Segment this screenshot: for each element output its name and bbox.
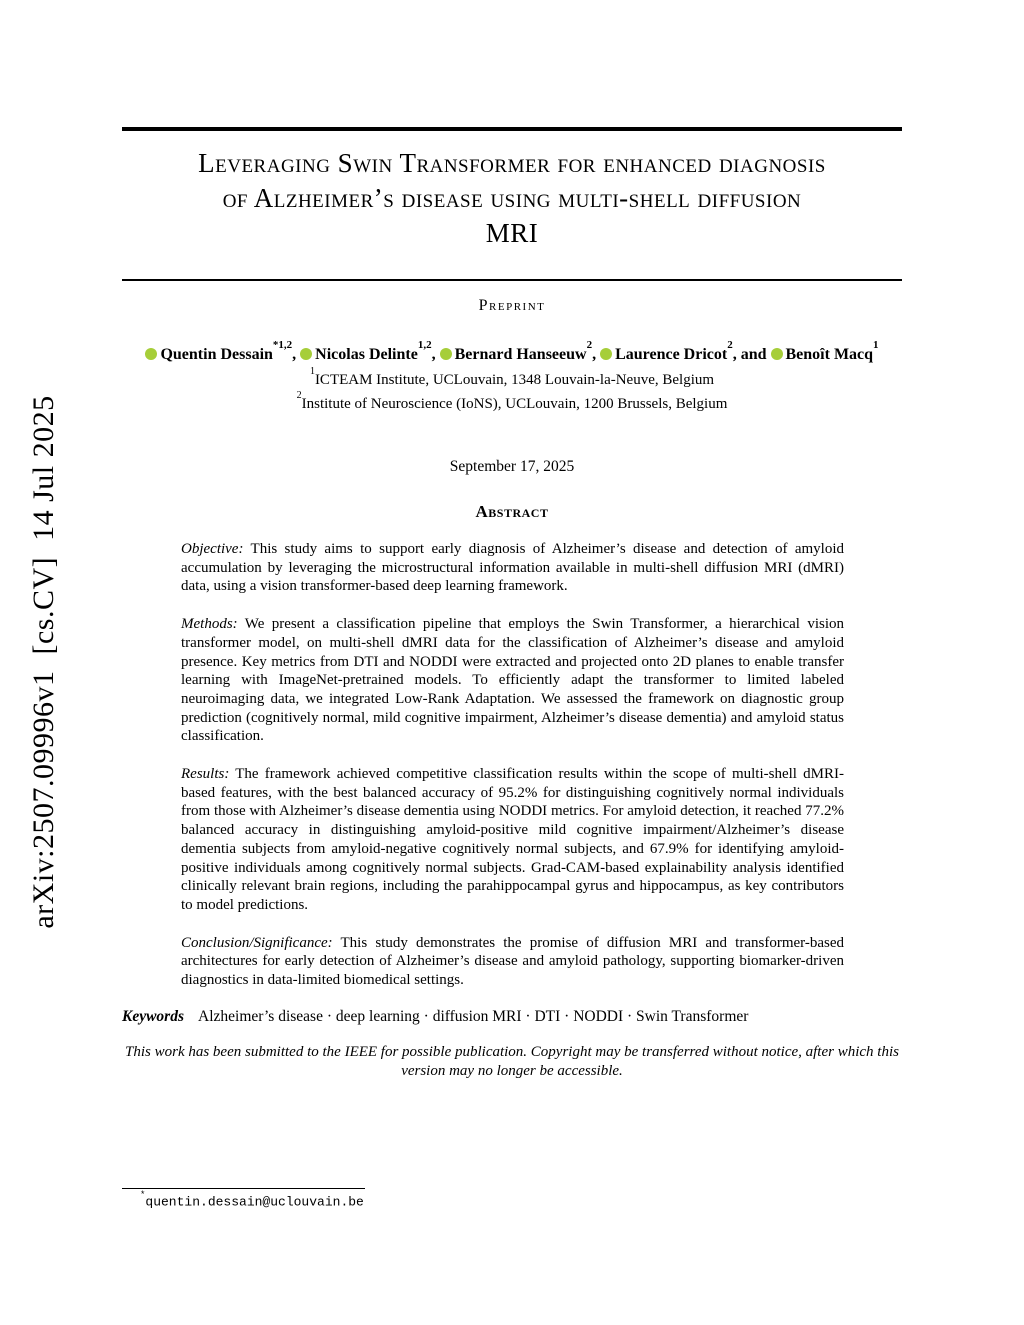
author	[300, 339, 440, 364]
affiliation-line	[122, 366, 902, 390]
title-rule-bottom	[122, 279, 902, 281]
author-name: Benoît Macq	[785, 346, 874, 364]
abstract-paragraph-results	[181, 765, 844, 915]
abstract-paragraph-conclusion	[181, 934, 844, 990]
paper-title-line-2: of Alzheimer’s disease using multi-shell diffusion	[222, 183, 802, 213]
affiliation-text: Institute of Neuroscience (IoNS), UCLouvain, 1200 Brussels, Belgium	[301, 396, 728, 412]
orcid-icon[interactable]	[600, 348, 612, 360]
paper-title-line-3: MRI	[485, 218, 539, 248]
orcid-icon[interactable]	[440, 348, 452, 360]
author-affiliation-marker: 1,2	[417, 339, 432, 351]
paper-date: September 17, 2025	[449, 458, 575, 475]
keywords-text: Alzheimer’s disease · deep learning · diffusion MRI · DTI · NODDI · Swin Transformer	[198, 1008, 749, 1025]
affiliation-marker: 2	[296, 390, 302, 401]
abstract-paragraph-objective	[181, 540, 844, 596]
abstract-paragraph-methods	[181, 615, 844, 746]
author-separator: ,	[431, 346, 440, 364]
paper-title-line-1: Leveraging Swin Transformer for enhanced diagnosis	[198, 148, 826, 178]
paragraph-text: This study aims to support early diagnosis of Alzheimer’s disease and detection of amyloid accumulation by leveraging the microstructural information available in multi-shell diffusion MRI (dMRI) data, using a vision transformer-based deep learning framework.	[181, 541, 844, 595]
author-name: Nicolas Delinte	[315, 346, 418, 364]
orcid-icon[interactable]	[300, 348, 312, 360]
affiliation-line	[122, 390, 902, 414]
author-affiliation-marker: *1,2	[272, 339, 293, 351]
submission-note: This work has been submitted to the IEEE for possible publication. Copyright may be transferred without notice, after which this version may no longer be accessible.	[125, 1044, 899, 1079]
author	[600, 339, 771, 364]
arxiv-watermark: arXiv:2507.09996v1 [cs.CV] 14 Jul 2025	[27, 395, 60, 929]
paragraph-label: Conclusion/Significance:	[181, 934, 333, 951]
abstract-heading: Abstract	[475, 502, 549, 521]
title-rule-top	[122, 127, 902, 131]
paragraph-label: Objective:	[181, 541, 244, 557]
author-name: Quentin Dessain	[160, 346, 273, 364]
footnote-marker: *	[140, 1190, 146, 1200]
paragraph-label: Results:	[181, 766, 230, 783]
orcid-icon[interactable]	[771, 348, 783, 360]
author	[145, 339, 301, 364]
author	[440, 339, 601, 364]
keywords-line	[122, 1008, 902, 1026]
paragraph-text: The framework achieved competitive classification results within the scope of multi-shell dMRI-based features, with the best balanced accuracy of 95.2% for distinguishing cognitively normal individuals from those with Alzheimer’s disease dementia using NODDI metrics. For amyloid detection, it reached 77.2% balanced accuracy in distinguishing amyloid-positive mild cognitive impairment/Alzheimer’s disease dementia subjects from amyloid-negative cognitively normal subjects, and 67.9% for identifying amyloid-positive individuals among cognitively normal subjects. Grad-CAM-based explainability analysis identified clinically relevant brain regions, including the parahippocampal gyrus and hippocampus, as key contributors to model predictions.	[181, 766, 844, 913]
author	[771, 339, 879, 364]
author-separator: ,	[592, 346, 601, 364]
affiliations	[122, 366, 902, 414]
author-name: Laurence Dricot	[615, 346, 728, 364]
footnote-rule	[122, 1188, 365, 1189]
author-name: Bernard Hanseeuw	[454, 346, 587, 364]
paragraph-text: This study demonstrates the promise of diffusion MRI and transformer-based architectures for early detection of Alzheimer’s disease and amyloid pathology, supporting biomarker-driven diagnostics in data-limited biomedical settings.	[181, 934, 844, 989]
author-affiliation-marker: 2	[727, 339, 733, 351]
author-line	[62, 339, 962, 364]
keywords-label: Keywords	[122, 1008, 184, 1025]
preprint-badge: Preprint	[478, 297, 546, 314]
abstract-body	[181, 540, 844, 1009]
footnote-email[interactable]: quentin.dessain@uclouvain.be	[145, 1194, 364, 1210]
author-affiliation-marker: 2	[586, 339, 593, 351]
paragraph-text: We present a classification pipeline that employs the Swin Transformer, a hierarchical vision transformer model, on multi-shell dMRI data for the classification of Alzheimer’s disease and amyloid presence. Key metrics from DTI and NODDI were extracted and projected onto 2D planes to enable transfer learning with ImageNet-pretrained models. To efficiently adapt the transformer to limited labeled neuroimaging data, we integrated Low-Rank Adaptation. We assessed the framework on diagnostic group prediction (cognitively normal, mild cognitive impairment, Alzheimer’s disease dementia) and amyloid status classification.	[181, 616, 844, 745]
affiliation-text: ICTEAM Institute, UCLouvain, 1348 Louvain-la-Neuve, Belgium	[314, 372, 715, 388]
orcid-icon[interactable]	[145, 348, 157, 360]
paragraph-label: Methods:	[181, 616, 238, 633]
affiliation-marker: 1	[309, 366, 315, 377]
paper-title	[122, 146, 902, 251]
author-separator: ,	[292, 346, 301, 364]
author-affiliation-marker: 1	[873, 339, 879, 351]
footnote	[140, 1190, 364, 1210]
author-separator: , and	[732, 346, 771, 364]
